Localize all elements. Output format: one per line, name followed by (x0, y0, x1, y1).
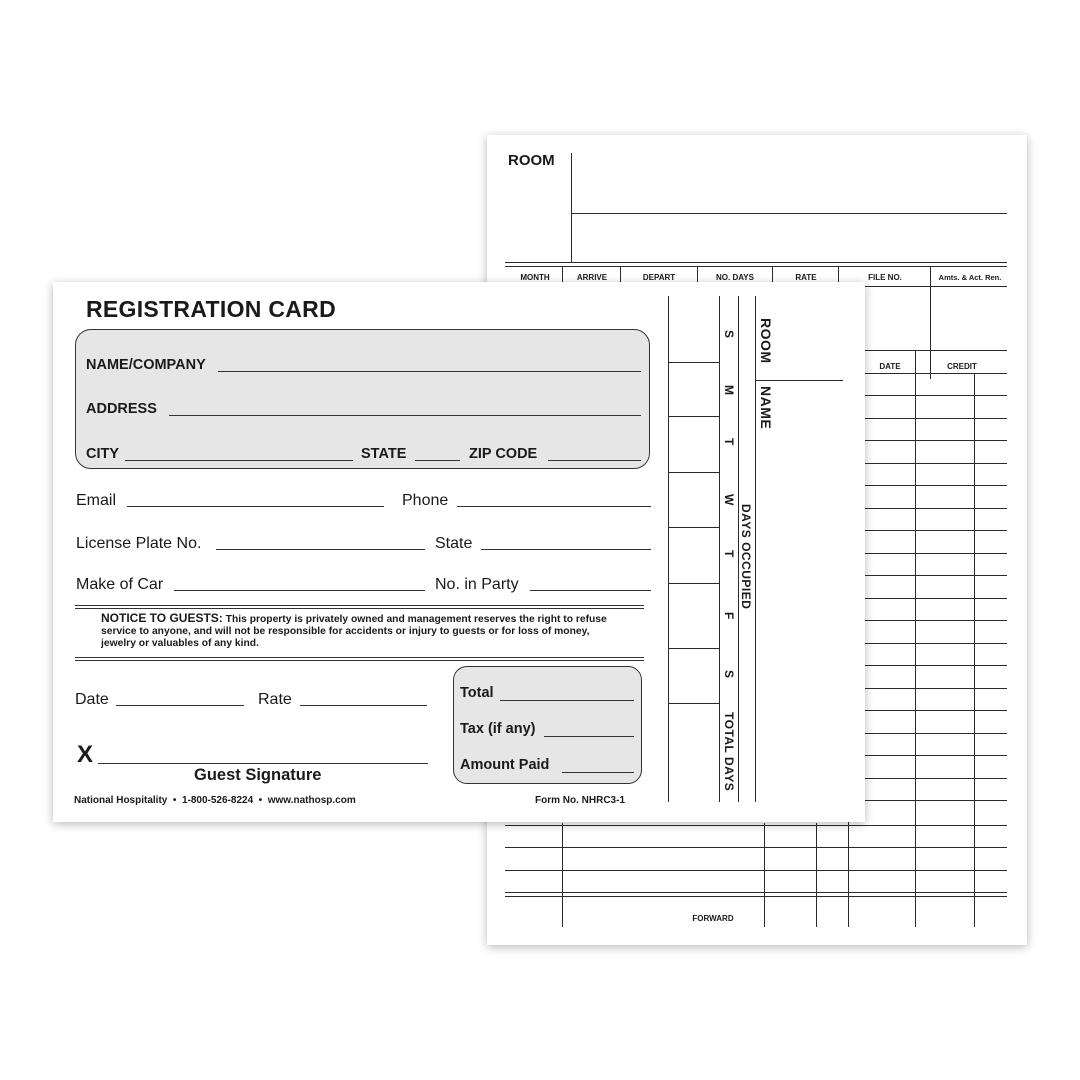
city-field[interactable] (125, 460, 353, 461)
tax-field[interactable] (544, 736, 634, 737)
no-in-party-field[interactable] (530, 590, 651, 591)
day-sep (668, 583, 719, 584)
side-strip-left-line (668, 296, 669, 802)
email-label: Email (76, 492, 117, 509)
ledger-v-low-2 (764, 823, 765, 927)
zip-label: ZIP CODE (469, 446, 538, 462)
ledger-v3 (974, 373, 975, 927)
ledger-row (848, 688, 1007, 689)
ledger-row-full (505, 825, 1007, 826)
ledger-row (848, 553, 1007, 554)
side-strip-day-line (719, 296, 720, 802)
notice-heading: NOTICE TO GUESTS: (101, 611, 223, 625)
no-in-party-label: No. in Party (435, 576, 519, 593)
day-monday: M (722, 385, 736, 395)
day-sep (668, 416, 719, 417)
rate-field[interactable] (300, 705, 427, 706)
card-title: REGISTRATION CARD (86, 296, 337, 322)
notice-rule-bottom-2 (75, 660, 644, 661)
license-state-field[interactable] (481, 549, 651, 550)
footer-company: National Hospitality • 1-800-526-8224 • www.nathosp.com (74, 795, 356, 806)
form-number: Form No. NHRC3-1 (535, 795, 626, 806)
notice-text: This property is privately owned and management reserves the right to refuse service to anyone, and will not be responsible for accidents or injury to guests or for loss of money, jewelry or valuables of any kind. (101, 614, 607, 649)
day-sunday: S (722, 330, 736, 339)
license-plate-label: License Plate No. (76, 535, 202, 552)
day-sep (668, 648, 719, 649)
ledger-row (848, 508, 1007, 509)
guest-signature-label: Guest Signature (194, 766, 322, 784)
amount-paid-field[interactable] (562, 772, 634, 773)
amounts-line (865, 350, 1007, 351)
make-of-car-field[interactable] (174, 590, 425, 591)
make-of-car-label: Make of Car (76, 576, 164, 593)
ledger-credit-header: CREDIT (947, 362, 977, 371)
phone-label: Phone (402, 492, 449, 509)
ledger-row (848, 440, 1007, 441)
day-sep (668, 472, 719, 473)
city-label: CITY (86, 446, 120, 462)
notice-box (101, 612, 621, 650)
ledger-row (848, 575, 1007, 576)
col-no-days: NO. DAYS (716, 273, 754, 282)
date-field[interactable] (116, 705, 244, 706)
room-divider (571, 153, 572, 263)
ledger-row (848, 418, 1007, 419)
ledger-row-full-double (505, 896, 1007, 897)
ledger-date-header: DATE (879, 362, 901, 371)
total-field[interactable] (500, 700, 634, 701)
ledger-row (848, 800, 1007, 801)
x-mark: X (77, 741, 94, 768)
zip-field[interactable] (548, 460, 641, 461)
total-label: Total (460, 685, 494, 701)
forward-label: FORWARD (692, 914, 734, 923)
day-tuesday: T (722, 438, 736, 446)
day-thursday: T (722, 550, 736, 558)
address-label: ADDRESS (86, 401, 157, 417)
ledger-row (848, 395, 1007, 396)
tax-label: Tax (if any) (460, 721, 536, 737)
col-month: MONTH (520, 273, 550, 282)
amount-paid-label: Amount Paid (460, 757, 550, 773)
phone-field[interactable] (457, 506, 651, 507)
state-field[interactable] (415, 460, 460, 461)
address-field[interactable] (169, 415, 641, 416)
registration-card (53, 282, 865, 822)
ledger-row-full (505, 870, 1007, 871)
ledger-row (848, 463, 1007, 464)
rate-label: Rate (258, 691, 292, 708)
notice-rule-top-2 (75, 608, 644, 609)
ledger-row (848, 620, 1007, 621)
day-sep (668, 527, 719, 528)
ledger-row (848, 778, 1007, 779)
ledger-row (848, 710, 1007, 711)
state-label: STATE (361, 446, 407, 462)
col-file-no: FILE NO. (868, 273, 902, 282)
side-room-label: ROOM (758, 318, 774, 364)
header-top-line (505, 262, 1007, 263)
side-strip-right-line (755, 296, 756, 802)
ledger-row (848, 485, 1007, 486)
ledger-row (848, 530, 1007, 531)
ledger-header-line (847, 373, 1007, 374)
back-room-label: ROOM (508, 152, 555, 169)
day-sep (668, 362, 719, 363)
ledger-v2 (915, 350, 916, 927)
guest-signature-field[interactable] (98, 763, 428, 764)
ledger-row (848, 598, 1007, 599)
side-name-label: NAME (758, 386, 774, 430)
ledger-row-full (505, 847, 1007, 848)
email-field[interactable] (127, 506, 384, 507)
day-saturday: S (722, 670, 736, 679)
col-amounts: Amts. & Act. Ren. (938, 273, 1002, 282)
notice-rule-top (75, 605, 644, 606)
room-name-divider (755, 380, 843, 381)
col-rate: RATE (795, 273, 817, 282)
ledger-v-low-3 (816, 823, 817, 927)
license-plate-field[interactable] (216, 549, 425, 550)
name-company-label: NAME/COMPANY (86, 357, 206, 373)
day-sep (668, 703, 719, 704)
col-arrive: ARRIVE (576, 273, 608, 282)
day-friday: F (722, 612, 736, 620)
ledger-row (848, 643, 1007, 644)
ledger-row-full (505, 892, 1007, 893)
days-occupied-label: DAYS OCCUPIED (739, 504, 753, 610)
name-company-field[interactable] (218, 371, 641, 372)
room-line (571, 213, 1007, 214)
header-top-line-2 (505, 266, 1007, 267)
ledger-row (848, 755, 1007, 756)
day-wednesday: W (722, 494, 736, 506)
license-state-label: State (435, 535, 473, 552)
ledger-row (848, 733, 1007, 734)
total-days-label: TOTAL DAYS (722, 712, 736, 792)
col-depart: DEPART (642, 273, 676, 282)
ledger-row (848, 665, 1007, 666)
ledger-v-low-1 (562, 823, 563, 927)
notice-rule-bottom (75, 657, 644, 658)
date-label: Date (75, 691, 109, 708)
